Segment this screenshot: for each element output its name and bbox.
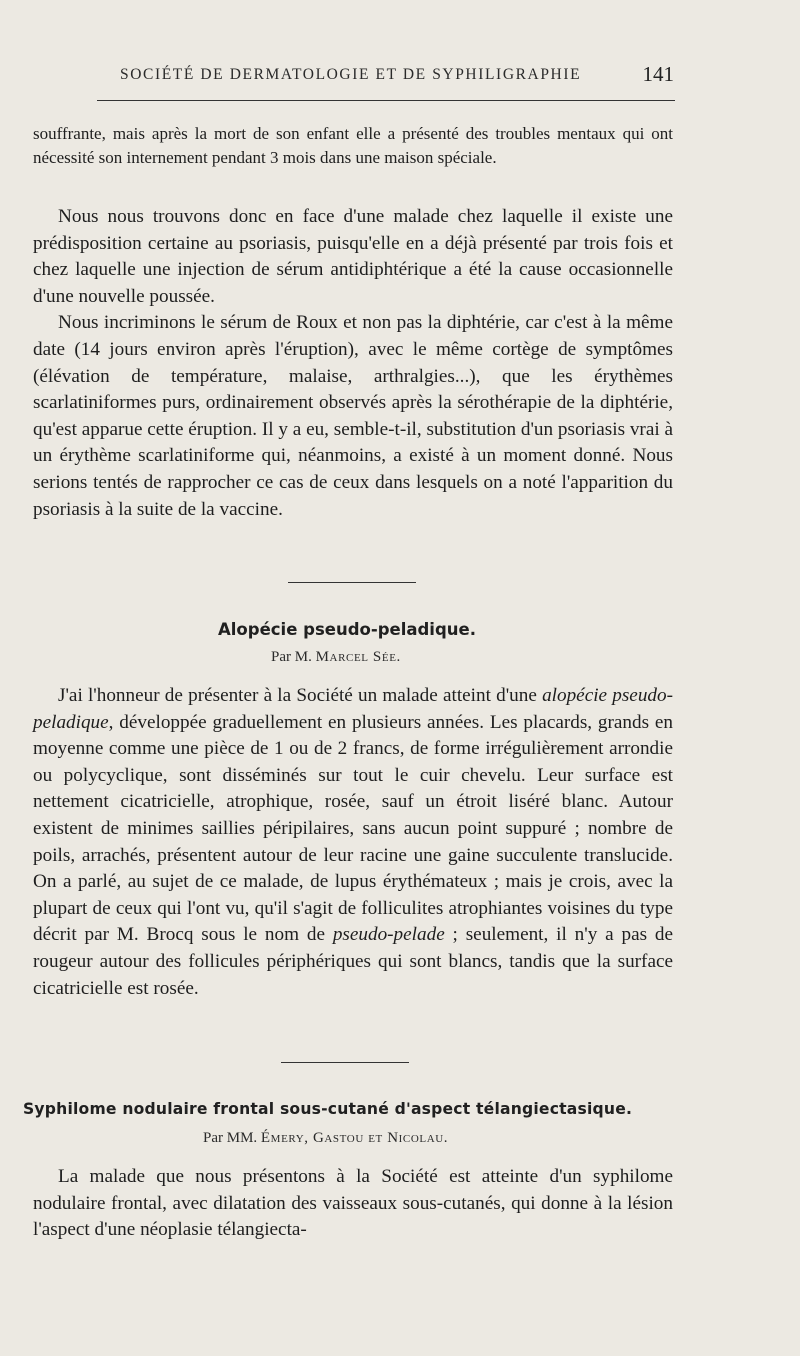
header-rule [97,100,675,101]
alopecie-text-3: ; seulement, il n'y a pas de rougeur autour des follicules périphériques qui sont blancs, tandis que la surface cicatricielle est rosée. [33,924,673,999]
continuation-paragraph: souffrante, mais après la mort de son enfant elle a présenté des troubles mentaux qui ont nécessité son internement pendant 3 mois dans une maison spéciale. [33,124,673,167]
running-head [96,62,676,90]
case-one-section [33,204,673,523]
byline-syphilome [203,1130,448,1147]
syphilome-paragraph: La malade que nous présentons à la Société est atteinte d'un syphilome nodulaire frontal, avec dilatation des vaisseaux sous-cutanés, qui donne à la lésion l'aspect d'une néoplasie télangiecta- [33,1166,673,1241]
syphilome-section [33,1164,673,1244]
case-one-paragraph-1: Nous nous trouvons donc en face d'une malade chez laquelle il existe une prédisposition certaine au psoriasis, puisqu'elle en a déjà présenté par trois fois et chez laquelle une injection de sérum antidiphtérique a été la cause occasionnelle d'une nouvelle poussée. [33,206,673,307]
alopecie-italic-term: alopécie pseudo-peladique [33,685,673,733]
article-title-alopecie: Alopécie pseudo-peladique. [218,620,476,639]
section-separator [281,1062,409,1063]
running-title: SOCIÉTÉ DE DERMATOLOGIE ET DE SYPHILIGRAPHIE [120,66,582,83]
author-name: Marcel Sée. [315,649,401,665]
byline-alopecie [271,649,401,666]
alopecie-section [33,683,673,1002]
author-names: Émery, Gastou et Nicolau. [260,1130,449,1146]
alopecie-paragraph [33,683,673,1002]
pseudo-pelade-italic-term: pseudo-pelade [332,924,445,946]
alopecie-text-2: , développée graduellement en plusieurs années. Les placards, grands en moyenne comme une pièce de 1 ou de 2 francs, de forme irrégulièrement arrondie ou polycyclique, sont disséminés sur tout le cuir chevelu. Leur surface est nettement cicatricielle, atrophique, rosée, sauf un étroit liséré blanc. Autour existent de minimes saillies péripilaires, sans aucun point suppuré ; nombre de poils, arrachés, présentent autour de leur racine une gaine succulente translucide. On a parlé, au sujet de ce malade, de lupus érythémateux ; mais je crois, avec la plupart de ceux qui l'ont vu, qu'il s'agit de folliculites atrophiantes voisines du type décrit par M. Brocq sous le nom de [33,711,673,946]
case-one-paragraph-2: Nous incriminons le sérum de Roux et non pas la diphtérie, car c'est à la même date (14 jours environ après l'éruption), avec le même cortège de symptômes (élévation de température, malaise, arthralgies...), que les érythèmes scarlatiniformes purs, ordinairement observés après la sérothérapie de la diphtérie, qu'est apparue cette éruption. Il y a eu, semble-t-il, substitution d'un psoriasis vrai à un érythème scarlatiniforme qui, néanmoins, a existé à un moment donné. Nous serions tentés de rapprocher ce cas de ceux dans lesquels on a noté l'apparition du psoriasis à la suite de la vaccine. [33,312,673,520]
page-number: 141 [642,62,674,86]
byline-prefix: Par MM. [203,1130,258,1146]
section-separator [288,582,416,583]
byline-prefix: Par M. [271,649,312,665]
article-title-syphilome: Syphilome nodulaire frontal sous-cutané d'aspect télangiectasique. [23,1100,633,1118]
alopecie-text-1: J'ai l'honneur de présenter à la Société un malade atteint d'une [58,685,543,706]
